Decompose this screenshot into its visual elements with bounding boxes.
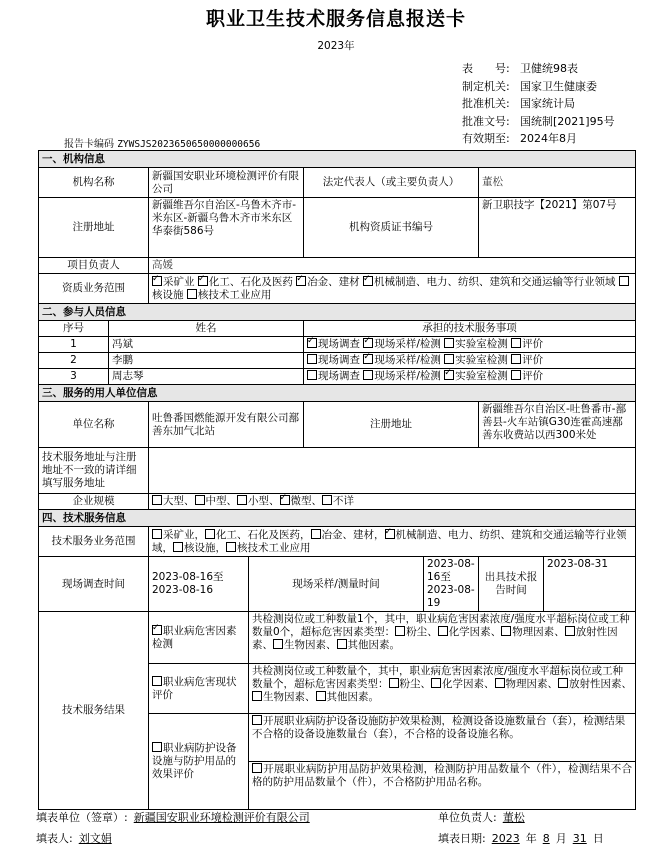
form-year: 2023年 [317, 40, 355, 52]
result-text-end: 。 [368, 691, 379, 703]
checkbox[interactable] [198, 276, 208, 286]
checkbox[interactable] [337, 639, 347, 649]
footer-date-month: 8 [542, 832, 550, 845]
checkbox[interactable] [152, 625, 162, 635]
option-label: 职业病危害因素检测 [152, 624, 237, 650]
date-unit: 年 [525, 832, 537, 845]
checkbox[interactable] [511, 338, 521, 348]
col-header-name: 姓名 [109, 321, 304, 337]
option-label: 机械制造、电力、纺织、建筑和交通运输等行业领域 [152, 528, 627, 554]
form-title: 职业卫生技术服务信息报送卡 [205, 8, 466, 30]
card-code-label: 报告卡编码 [64, 139, 114, 150]
sampling-time-value: 2023-08-16至2023-08-19 [424, 557, 479, 612]
option-label: 化学因素 [448, 626, 491, 638]
meta-value: 国家统计局 [520, 97, 575, 110]
checkbox[interactable] [173, 542, 183, 552]
checkbox[interactable] [307, 370, 317, 380]
employer-address-value: 新疆维吾尔自治区-吐鲁番市-鄯善县-火车站镇G30连霍高速鄯善东收费站以西300米处 [479, 402, 636, 448]
checkbox[interactable] [363, 354, 373, 364]
checkbox[interactable] [187, 289, 197, 299]
result-text: 共检测岗位或工种数量个，其中，职业病危害因素浓度/强度水平超标岗位或工种数量个，超标危害因素类型： [252, 665, 624, 690]
option-label: 实验室检测 [455, 338, 508, 350]
staff-no: 1 [39, 337, 109, 353]
legal-rep-label: 法定代表人（或主要负责人） [304, 168, 479, 198]
meta-value: 卫健统98表 [520, 62, 578, 75]
checkbox[interactable] [363, 370, 373, 380]
option-label: 微型 [290, 495, 312, 507]
footer-date-day: 31 [572, 832, 587, 845]
footer-leader [438, 809, 531, 825]
service-address-label: 技术服务地址与注册地址不一致的请详细填写服务地址 [39, 448, 149, 494]
checkbox[interactable] [252, 691, 262, 701]
option-label: 化学因素 [442, 678, 484, 690]
checkbox[interactable] [395, 626, 405, 636]
option-label: 冶金、建材 [321, 528, 374, 541]
result-text-end: 。 [389, 639, 400, 651]
report-card-code [64, 135, 260, 150]
checkbox[interactable] [511, 354, 521, 364]
option-label: 职业病防护设备设施与防护用品的效果评价 [152, 742, 237, 780]
checkbox[interactable] [438, 626, 448, 636]
footer-date-label: 填表日期: [438, 832, 486, 845]
meta-value: 国家卫生健康委 [520, 79, 597, 93]
option-label: 不详 [333, 495, 354, 507]
qual-scope-label: 资质业务范围 [39, 274, 149, 304]
result-status-text: 共检测岗位或工种数量个，其中，职业病危害因素浓度/强度水平超标岗位或工种数量个，超标危害因素类型： 粉尘、 化学因素、 物理因素、 放射性因素、生物因素、 其他因素。 [249, 664, 636, 714]
meta-label: 有效期至: [462, 132, 510, 145]
date-unit: 月 [555, 832, 567, 845]
project-lead-label: 项目负责人 [39, 258, 149, 274]
option-label: 现场调查 [318, 354, 360, 366]
meta-label: 制定机关: [462, 79, 510, 93]
checkbox[interactable] [252, 715, 262, 725]
report-time-label: 出具技术报告时间 [479, 557, 544, 612]
option-label: 采矿业 [163, 528, 195, 541]
option-label: 物理因素 [512, 626, 555, 638]
meta-value: 2024年8月 [520, 132, 577, 145]
employer-name-value: 吐鲁番国燃能源开发有限公司鄯善东加气北站 [149, 402, 304, 448]
option-label: 化工、石化及医药 [216, 528, 300, 541]
report-form-table [38, 150, 636, 810]
survey-time-value: 2023-08-16至2023-08-16 [149, 557, 249, 612]
option-label: 实验室检测 [455, 370, 508, 382]
option-label: 现场调查 [318, 338, 360, 350]
option-label: 放射性因素 [569, 678, 622, 690]
checkbox[interactable] [296, 276, 306, 286]
checkbox[interactable] [252, 763, 262, 773]
form-meta [462, 60, 615, 148]
table-row [39, 337, 636, 353]
reg-address-value: 新疆维吾尔自治区-乌鲁木齐市-米东区-新疆乌鲁木齐市米东区华泰街586号 [149, 198, 304, 258]
service-results-label: 技术服务结果 [39, 612, 149, 810]
reg-address-label: 注册地址 [39, 198, 149, 258]
option-label: 放射性因素 [252, 626, 618, 651]
footer-filler [36, 830, 118, 846]
qual-scope-options [149, 274, 636, 304]
employer-address-label: 注册地址 [304, 402, 479, 448]
option-label: 其他因素 [326, 691, 369, 703]
option-label: 生物因素 [284, 639, 326, 651]
staff-no: 2 [39, 353, 109, 369]
cert-no-value: 新卫职技字【2021】第07号 [479, 198, 636, 258]
org-name-value: 新疆国安职业环境检测评价有限公司 [149, 168, 304, 198]
checkbox[interactable] [444, 370, 454, 380]
result-status-label [149, 664, 249, 714]
result-text: 共检测岗位或工种数量1个，其中，职业病危害因素浓度/强度水平超标岗位或工种数量0个，超标危害因素类型： [252, 613, 630, 638]
footer-filler-label: 填表人: [36, 832, 73, 845]
option-label: 评价 [522, 370, 544, 382]
survey-time-label: 现场调查时间 [39, 557, 149, 612]
checkbox[interactable] [389, 678, 399, 688]
result-detection-text: 共检测岗位或工种数量1个，其中，职业病危害因素浓度/强度水平超标岗位或工种数量0个，超标危害因素类型： 粉尘、 化学因素、 物理因素、 放射性因素、 生物因素、 其他因素。 [249, 612, 636, 664]
option-label: 现场调查 [318, 370, 360, 382]
checkbox[interactable] [501, 626, 511, 636]
col-header-no: 序号 [39, 321, 109, 337]
checkbox[interactable] [226, 542, 236, 552]
legal-rep-value: 董松 [479, 168, 636, 198]
service-address-value [149, 448, 636, 494]
footer-unit [36, 809, 316, 825]
footer-date [438, 830, 604, 846]
option-label: 现场采样/检测 [374, 338, 441, 350]
staff-name: 周志琴 [109, 369, 304, 385]
checkbox[interactable] [565, 626, 575, 636]
footer-filler-value: 刘文娟 [78, 832, 112, 845]
option-label: 职业病危害现状评价 [152, 675, 237, 701]
footer-leader-value: 董松 [502, 811, 525, 824]
checkbox[interactable] [363, 276, 373, 286]
option-label: 核技术工业应用 [237, 541, 311, 554]
checkbox[interactable] [363, 338, 373, 348]
staff-name: 李鹏 [109, 353, 304, 369]
checkbox[interactable] [152, 495, 162, 505]
card-code-value: ZYWSJS2023650650000000656 [117, 139, 261, 150]
option-label: 粉尘 [406, 626, 428, 638]
checkbox[interactable] [444, 338, 454, 348]
checkbox[interactable] [311, 529, 321, 539]
cert-no-label: 机构资质证书编号 [304, 198, 479, 258]
option-label: 现场采样/检测 [374, 354, 441, 366]
checkbox[interactable] [444, 354, 454, 364]
meta-label: 表 号: [462, 62, 510, 75]
option-label: 中型 [205, 495, 227, 507]
checkbox[interactable] [307, 354, 317, 364]
option-label: 冶金、建材 [307, 275, 360, 288]
option-label: 核设施 [152, 288, 184, 301]
option-label: 粉尘 [399, 678, 421, 690]
checkbox[interactable] [152, 742, 162, 752]
option-label: 核技术工业应用 [197, 288, 272, 301]
option-label: 物理因素 [505, 678, 548, 690]
section-heading-employer: 三、服务的用人单位信息 [39, 385, 636, 402]
checkbox[interactable] [237, 495, 247, 505]
section-heading-service: 四、技术服务信息 [39, 510, 636, 527]
checkbox[interactable] [152, 276, 162, 286]
footer-leader-label: 单位负责人: [438, 811, 497, 824]
result-equipment-text [249, 714, 636, 762]
meta-label: 批准机关: [462, 97, 510, 110]
meta-value: 国统制[2021]95号 [520, 114, 615, 128]
table-row [39, 353, 636, 369]
checkbox[interactable] [385, 529, 395, 539]
result-text: 开展职业病防护设备设施防护效果检测，检测设备设施数量台（套），检测结果不合格的设备设施数量台（套），不合格的设备设施名称。 [252, 715, 626, 740]
meta-label: 批准文号: [462, 114, 510, 128]
option-label: 大型 [163, 495, 184, 507]
staff-name: 冯斌 [109, 337, 304, 353]
checkbox[interactable] [152, 676, 162, 686]
result-ppe-text [249, 762, 636, 810]
option-label: 实验室检测 [455, 354, 508, 366]
footer-unit-value: 新疆国安职业环境检测评价有限公司 [133, 811, 310, 824]
footer-date-year: 2023 [491, 832, 520, 845]
checkbox[interactable] [205, 529, 215, 539]
checkbox[interactable] [558, 678, 568, 688]
checkbox[interactable] [280, 495, 290, 505]
result-detection-label [149, 612, 249, 664]
checkbox[interactable] [619, 276, 629, 286]
table-row [39, 369, 636, 385]
checkbox[interactable] [152, 529, 162, 539]
checkbox[interactable] [307, 338, 317, 348]
option-label: 采矿业 [163, 275, 195, 288]
report-time-value: 2023-08-31 [544, 557, 636, 612]
checkbox[interactable] [511, 370, 521, 380]
option-label: 机械制造、电力、纺织、建筑和交通运输等行业领域 [374, 275, 616, 288]
staff-tasks [304, 369, 636, 385]
checkbox[interactable] [273, 639, 283, 649]
checkbox[interactable] [495, 678, 505, 688]
service-scope-label: 技术服务业务范围 [39, 527, 149, 557]
project-lead-value: 高媛 [149, 258, 636, 274]
employer-name-label: 单位名称 [39, 402, 149, 448]
checkbox[interactable] [316, 691, 326, 701]
col-header-task: 承担的技术服务事项 [304, 321, 636, 337]
section-heading-staff: 二、参与人员信息 [39, 304, 636, 321]
company-size-options: 大型、 中型、 小型、✓ 微型、 不详 [149, 494, 636, 510]
option-label: 其他因素 [347, 639, 390, 651]
section-heading-org: 一、机构信息 [39, 151, 636, 168]
company-size-label: 企业规模 [39, 494, 149, 510]
result-text: 开展职业病防护用品防护效果检测，检测防护用品数量个（件），检测结果不合格的防护用品数量个（件），不合格防护用品名称。 [252, 763, 632, 788]
option-label: 小型 [248, 495, 269, 507]
staff-tasks [304, 353, 636, 369]
date-unit: 日 [592, 832, 604, 845]
option-label: 评价 [522, 338, 544, 350]
sampling-time-label: 现场采样/测量时间 [249, 557, 424, 612]
option-label: 生物因素 [263, 691, 305, 703]
checkbox[interactable] [431, 678, 441, 688]
option-label: 现场采样/检测 [374, 370, 441, 382]
result-protection-label [149, 714, 249, 810]
staff-no: 3 [39, 369, 109, 385]
footer-unit-label: 填表单位（签章）: [36, 811, 128, 824]
staff-tasks [304, 337, 636, 353]
org-name-label: 机构名称 [39, 168, 149, 198]
checkbox[interactable] [195, 495, 205, 505]
option-label: 核设施 [184, 541, 216, 554]
service-scope-options: 采矿业， 化工、石化及医药， 冶金、建材，✓ 机械制造、电力、纺织、建筑和交通运输等行业领域， 核设施， 核技术工业应用 [149, 527, 636, 557]
option-label: 评价 [522, 354, 544, 366]
checkbox[interactable] [322, 495, 332, 505]
option-label: 化工、石化及医药 [208, 275, 293, 288]
